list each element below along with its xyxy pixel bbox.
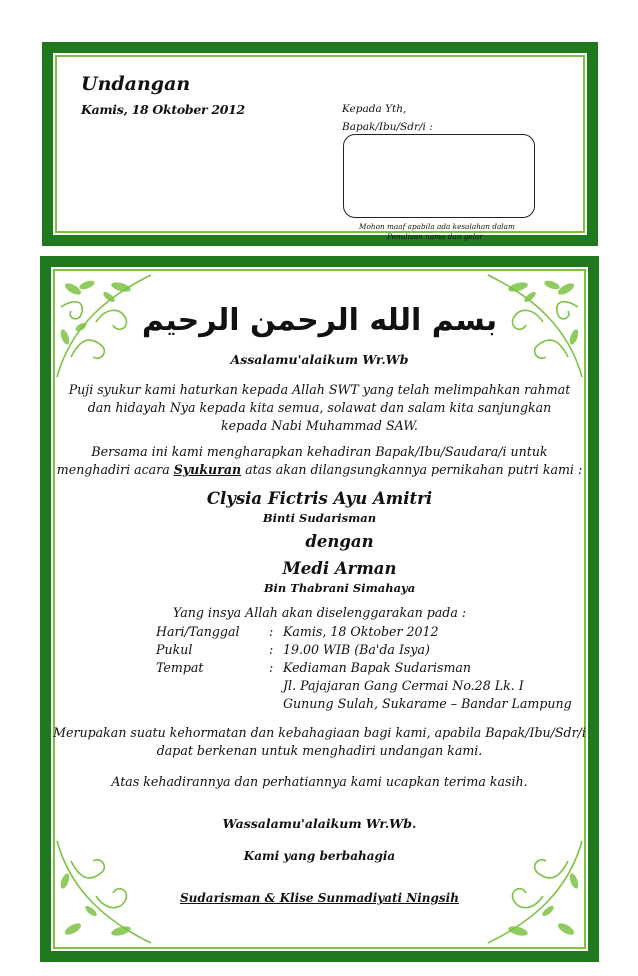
recipient-line-1: Kepada Yth,: [342, 103, 407, 115]
recipient-line-2: Bapak/Ibu/Sdr/i :: [342, 121, 433, 133]
apology-note-1: Mohon maaf apabila ada kesalahan dalam: [359, 222, 515, 231]
bride-name: Clysia Fictris Ayu Amitri: [206, 489, 433, 508]
signoff: Kami yang berbahagia: [243, 849, 396, 863]
detail-sep-day: :: [269, 624, 274, 639]
paragraph-2-line-2-end: atas akan dilangsungkannya pernikahan putri kami :: [245, 462, 583, 477]
closing-2: Atas kehadirannya dan perhatiannya kami ucapkan terima kasih.: [111, 774, 528, 789]
envelope-title: Undangan: [81, 73, 191, 95]
closing-1-line-2: dapat berkenan untuk menghadiri undangan kami.: [156, 743, 483, 758]
paragraph-2-line-1: Bersama ini kami mengharapkan kehadiran Bapak/Ibu/Saudara/i untuk: [91, 444, 548, 459]
detail-label-time: Pukul: [156, 642, 193, 657]
event-intro: Yang insya Allah akan diselenggarakan pada :: [172, 605, 467, 620]
paragraph-2-line-2-start: menghadiri acara: [56, 462, 170, 477]
bismillah-calligraphy: بسم الله الرحمن الرحيم: [141, 303, 498, 338]
detail-sep-time: :: [269, 642, 274, 657]
detail-label-place: Tempat: [156, 660, 204, 675]
address-line-1: Jl. Pajajaran Gang Cermai No.28 Lk. I: [283, 678, 524, 693]
envelope-date: Kamis, 18 Oktober 2012: [81, 102, 245, 117]
detail-value-day: Kamis, 18 Oktober 2012: [283, 624, 439, 639]
farewell: Wassalamu'alaikum Wr.Wb.: [222, 816, 417, 831]
greeting: Assalamu'alaikum Wr.Wb: [230, 352, 409, 367]
detail-label-day: Hari/Tanggal: [156, 624, 240, 639]
detail-value-place: Kediaman Bapak Sudarisman: [283, 660, 472, 675]
paragraph-1-line-1: Puji syukur kami haturkan kepada Allah SWT yang telah melimpahkan rahmat: [68, 382, 571, 397]
closing-1-line-1: Merupakan suatu kehormatan dan kebahagiaan bagi kami, apabila Bapak/Ibu/Sdr/i: [53, 725, 586, 740]
detail-sep-place: :: [269, 660, 274, 675]
signatories: Sudarisman & Klise Sunmadiyati Ningsih: [180, 891, 459, 905]
envelope-card: [42, 42, 598, 246]
apology-note-2: Penulisan nama dan gelar: [387, 232, 483, 241]
invitation-card: [40, 256, 599, 962]
bride-parent: Binti Sudarisman: [262, 511, 377, 525]
groom-parent: Bin Thabrani Simahaya: [263, 581, 416, 595]
address-line-2: Gunung Sulah, Sukarame – Bandar Lampung: [283, 696, 572, 711]
paragraph-1-line-2: dan hidayah Nya kepada kita semua, solawat dan salam kita sanjungkan: [87, 400, 552, 415]
paragraph-1-line-3: kepada Nabi Muhammad SAW.: [221, 418, 418, 433]
event-name: Syukuran: [173, 462, 242, 477]
detail-value-time: 19.00 WIB (Ba'da Isya): [283, 642, 430, 657]
recipient-address-box: [343, 134, 535, 218]
with-text: dengan: [305, 532, 374, 551]
paragraph-2-line-2: [51, 462, 588, 477]
groom-name: Medi Arman: [282, 559, 397, 578]
